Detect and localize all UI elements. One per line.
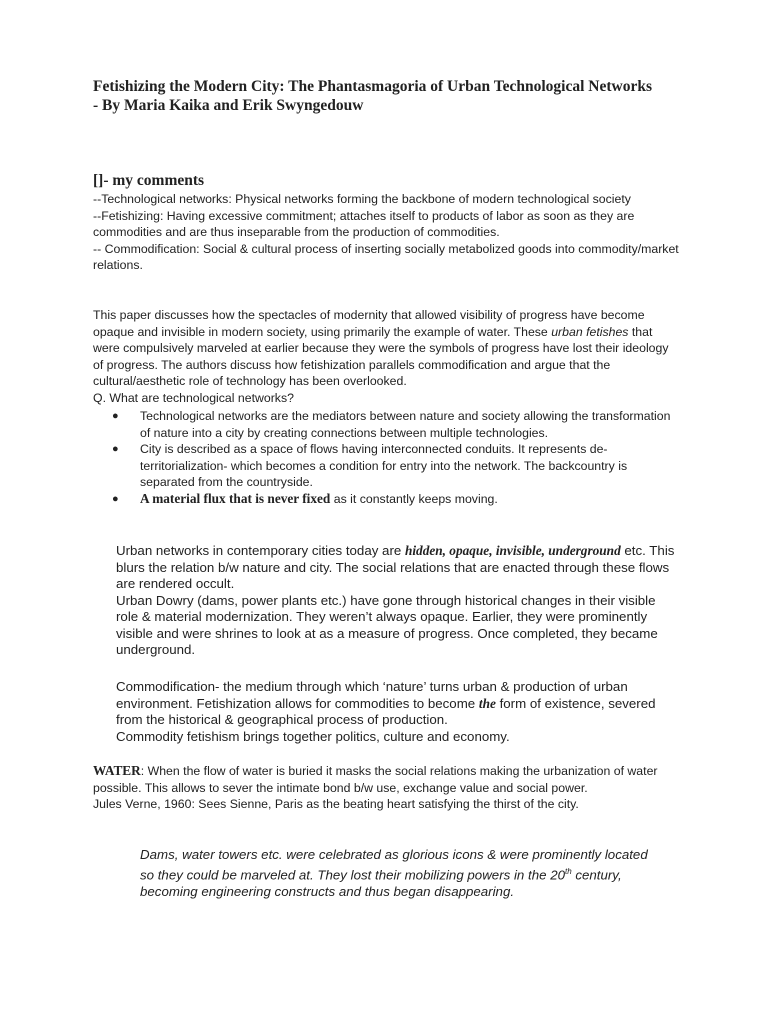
bullet-dot-icon: ● <box>112 410 119 422</box>
list-item <box>112 491 672 508</box>
networks-emphasis: hidden, opaque, invisible, underground <box>404 543 621 558</box>
paper-authors: - By Maria Kaika and Erik Swyngedouw <box>93 97 364 114</box>
networks-paragraph <box>116 543 676 593</box>
commod-text-start: Commodification- the medium through which ‘nature’ turns urban & production of urban environment. Fetishization allows for commodities to become <box>116 679 628 711</box>
list-item <box>112 408 672 441</box>
bullet-rest-text: as it constantly keeps moving. <box>330 491 498 506</box>
bullet-text <box>140 491 672 508</box>
commodification-paragraph <box>116 679 676 729</box>
bullet-bold-text: A material flux that is never fixed <box>140 490 331 506</box>
definition-fetishizing: --Fetishizing: Having excessive commitment; attaches itself to products of labor as soon as they are commodities and are thus inseparable from the production of commodities. <box>93 208 635 239</box>
quote-text: Dams, water towers etc. were celebrated as glorious icons & were prominently located so they could be marveled at. They lost their mobilizing powers in the 20 <box>140 847 648 883</box>
water-label: WATER <box>93 763 141 778</box>
document-title <box>93 77 693 115</box>
intro-italic: urban fetishes <box>551 324 629 339</box>
jules-verne-line: Jules Verne, 1960: Sees Sienne, Paris as the beating heart satisfying the thirst of the city. <box>93 797 579 811</box>
commodity-fetishism-line: Commodity fetishism brings together politics, culture and economy. <box>116 728 510 744</box>
list-item <box>112 441 672 491</box>
networks-text-end: etc. This blurs the relation b/w nature and city. The social relations that are enacted through these flows are rendered occult. <box>116 543 675 591</box>
intro-text <box>93 307 680 390</box>
bullet-text: City is described as a space of flows having interconnected conduits. It represents de-territorialization- which becomes a condition for entry into the network. The backcountry is separated from the countryside. <box>140 442 628 489</box>
intro-question: Q. What are technological networks? <box>93 390 294 405</box>
comments-heading: []- my comments <box>93 172 205 189</box>
paper-title: Fetishizing the Modern City: The Phantasmagoria of Urban Technological Networks <box>93 78 652 95</box>
water-paragraph <box>93 763 680 796</box>
definitions <box>93 191 680 274</box>
water-text: : When the flow of water is buried it masks the social relations making the urbanization of water possible. This allows to sever the intimate bond b/w use, exchange value and social power. <box>93 764 658 795</box>
definition-commodification: -- Commodification: Social & cultural process of inserting socially metabolized goods into commodity/market relations. <box>93 241 679 272</box>
intro-paragraph <box>93 307 680 406</box>
intro-part1: This paper discusses how the spectacles of modernity that allowed visibility of progress have become opaque and invisible in modern society, using primarily the example of water. These <box>93 308 645 339</box>
networks-section <box>116 543 676 659</box>
urban-dowry-paragraph: Urban Dowry (dams, power plants etc.) have gone through historical changes in their visible role & material modernization. They weren’t always opaque. Earlier, they were prominently visible and were shrines to look at as a measure of progress. Once completed, they became underground. <box>116 592 658 657</box>
water-section <box>93 763 680 813</box>
commod-emphasis: the <box>478 695 496 711</box>
networks-text-start: Urban networks in contemporary cities today are <box>116 543 405 558</box>
bullet-list <box>112 408 672 507</box>
quote-end: century, becoming engineering constructs and thus began disappearing. <box>140 867 622 900</box>
definition-technological-networks: --Technological networks: Physical networks forming the backbone of modern technological society <box>93 192 631 206</box>
bullet-text: Technological networks are the mediators between nature and society allowing the transformation of nature into a city by creating connections between multiple technologies. <box>140 409 671 440</box>
bullet-dot-icon: ● <box>112 492 119 505</box>
quote-block <box>140 846 660 900</box>
bullet-dot-icon: ● <box>112 443 119 455</box>
intro-part2: that were compulsively marveled at earlier because they were the symbols of progress have lost their ideology of progress. The authors discuss how fetishization parallels commodification and argue that the cultural/aesthetic role of technology has been overlooked. <box>93 324 669 388</box>
commod-text-end: form of existence, severed from the historical & geographical process of production. <box>116 695 656 727</box>
commodification-section <box>116 679 676 745</box>
quote-superscript: th <box>564 867 572 876</box>
